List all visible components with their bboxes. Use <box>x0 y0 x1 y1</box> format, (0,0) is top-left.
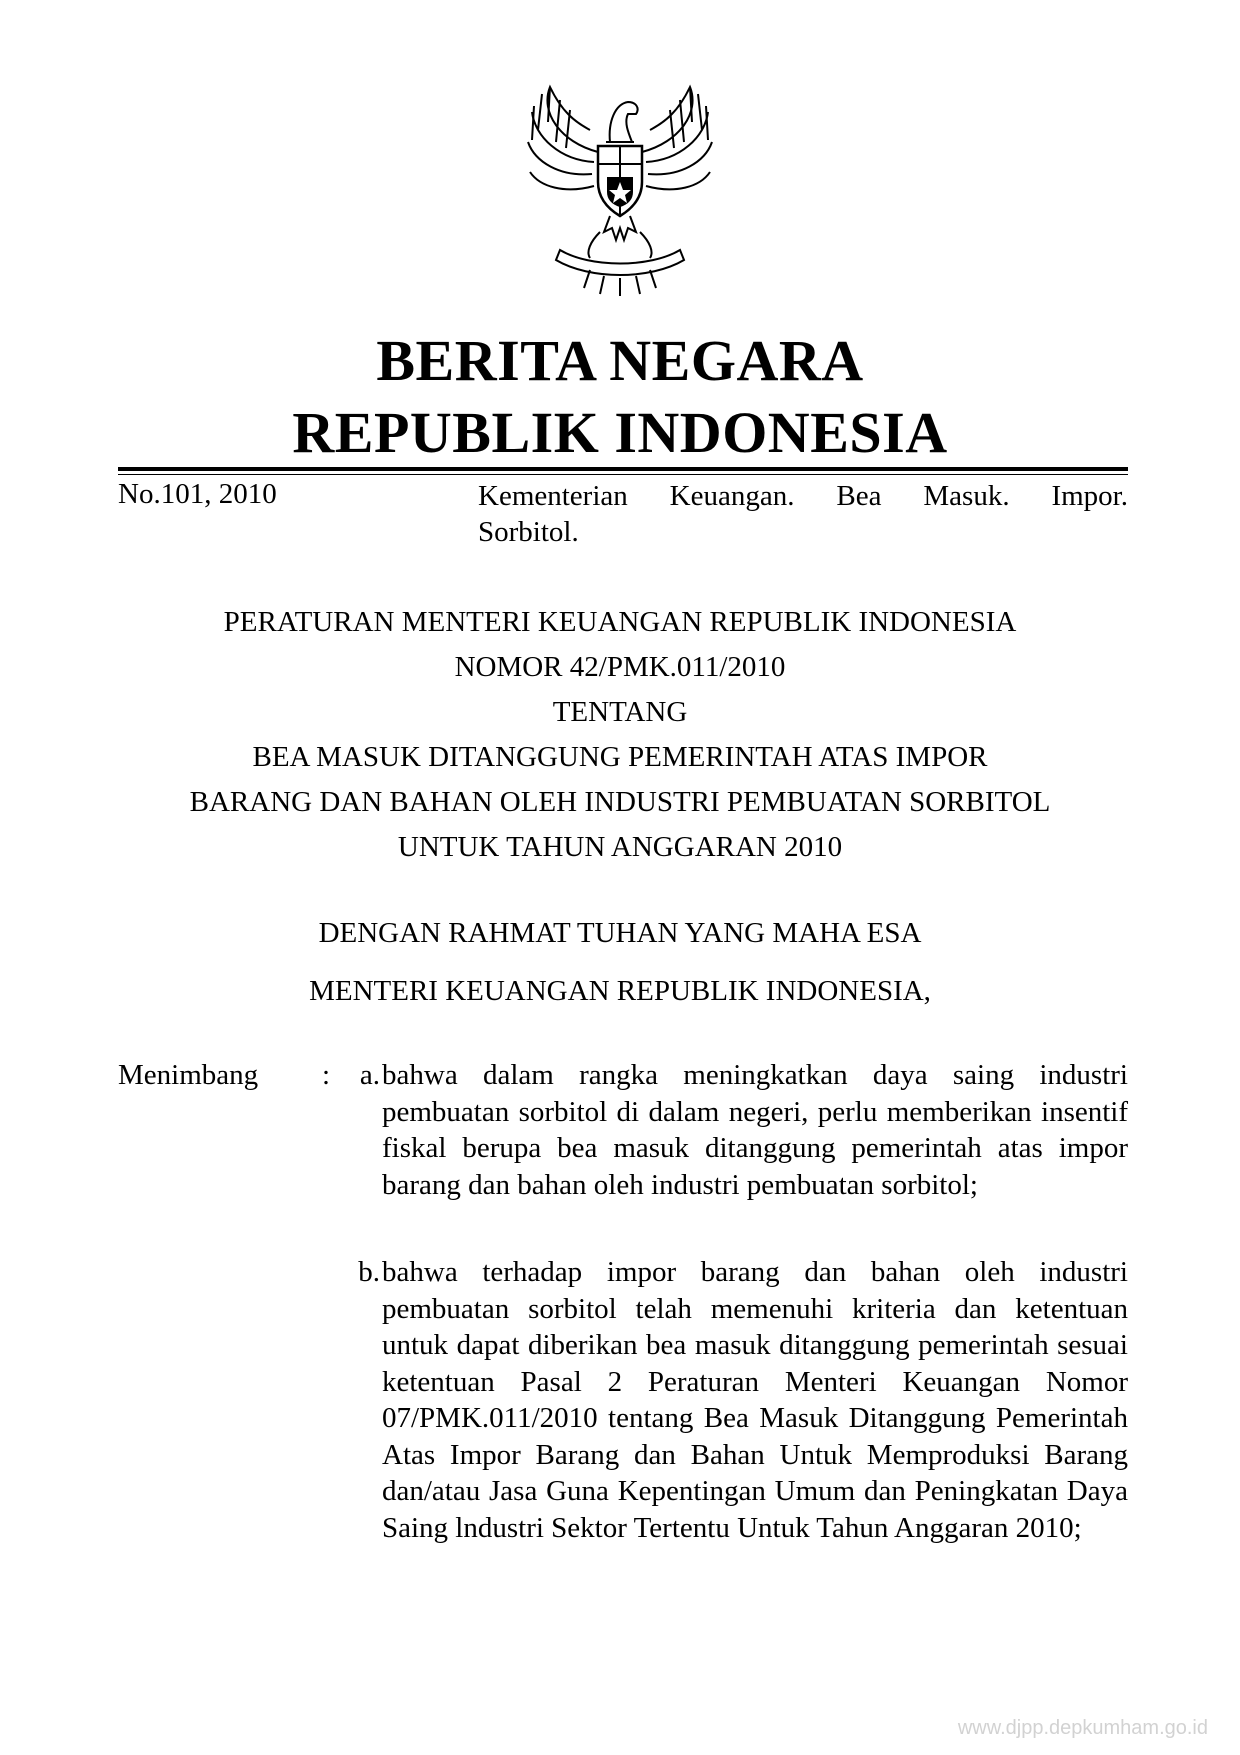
issue-topic-line2: Sorbitol. <box>478 516 579 548</box>
considering-item-letter: a. <box>359 1059 380 1091</box>
issue-topic-line1: Kementerian Keuangan. Bea Masuk. Impor. <box>478 480 1128 512</box>
considering-item-text: bahwa dalam rangka meningkatkan daya saing industri pembuatan sorbitol di dalam negeri, perlu memberikan insentif fiskal berupa bea masuk ditanggung pemerintah atas impor barang dan bahan oleh industri pembuatan sorbitol; <box>382 1059 1128 1201</box>
regulation-subject-line1: BEA MASUK DITANGGUNG PEMERINTAH ATAS IMPOR <box>252 741 988 773</box>
masthead-title-line1: BERITA NEGARA <box>376 328 864 393</box>
regulation-title <box>0 600 1240 870</box>
garuda-pancasila-emblem <box>520 82 720 302</box>
considering-item <box>340 1057 1128 1203</box>
issue-topic <box>478 478 1128 550</box>
regulation-about: TENTANG <box>552 696 688 728</box>
issue-number: No.101, 2010 <box>118 478 277 510</box>
header-rule-thick <box>118 467 1128 471</box>
considering-colon: : <box>322 1059 331 1091</box>
considering-item <box>340 1254 1128 1546</box>
header-rule-thin <box>118 474 1128 475</box>
regulation-subject-line2: BARANG DAN BAHAN OLEH INDUSTRI PEMBUATAN SORBITOL <box>189 786 1051 818</box>
preamble-line1: DENGAN RAHMAT TUHAN YANG MAHA ESA <box>318 917 922 949</box>
considering-label: Menimbang <box>118 1059 259 1091</box>
preamble <box>0 904 1240 1020</box>
watermark-url: www.djpp.depkumham.go.id <box>957 1717 1208 1739</box>
preamble-line2: MENTERI KEUANGAN REPUBLIK INDONESIA, <box>309 975 931 1007</box>
masthead-title-line2: REPUBLIK INDONESIA <box>292 400 948 465</box>
regulation-subject-line3: UNTUK TAHUN ANGGARAN 2010 <box>397 831 843 863</box>
regulation-number: NOMOR 42/PMK.011/2010 <box>454 651 786 683</box>
considering-item-letter: b. <box>358 1256 380 1288</box>
considering-item-text: bahwa terhadap impor barang dan bahan oleh industri pembuatan sorbitol telah memenuhi kriteria dan ketentuan untuk dapat diberikan bea masuk ditanggung pemerintah sesuai ketentuan Pasal 2 Peraturan Menteri Keuangan Nomor 07/PMK.011/2010 tentang Bea Masuk Ditanggung Pemerintah Atas Impor Barang dan Bahan Untuk Memproduksi Barang dan/atau Jasa Guna Kepentingan Umum dan Peningkatan Daya Saing lndustri Sektor Tertentu Untuk Tahun Anggaran 2010; <box>382 1256 1128 1544</box>
regulation-heading: PERATURAN MENTERI KEUANGAN REPUBLIK INDONESIA <box>223 606 1017 638</box>
